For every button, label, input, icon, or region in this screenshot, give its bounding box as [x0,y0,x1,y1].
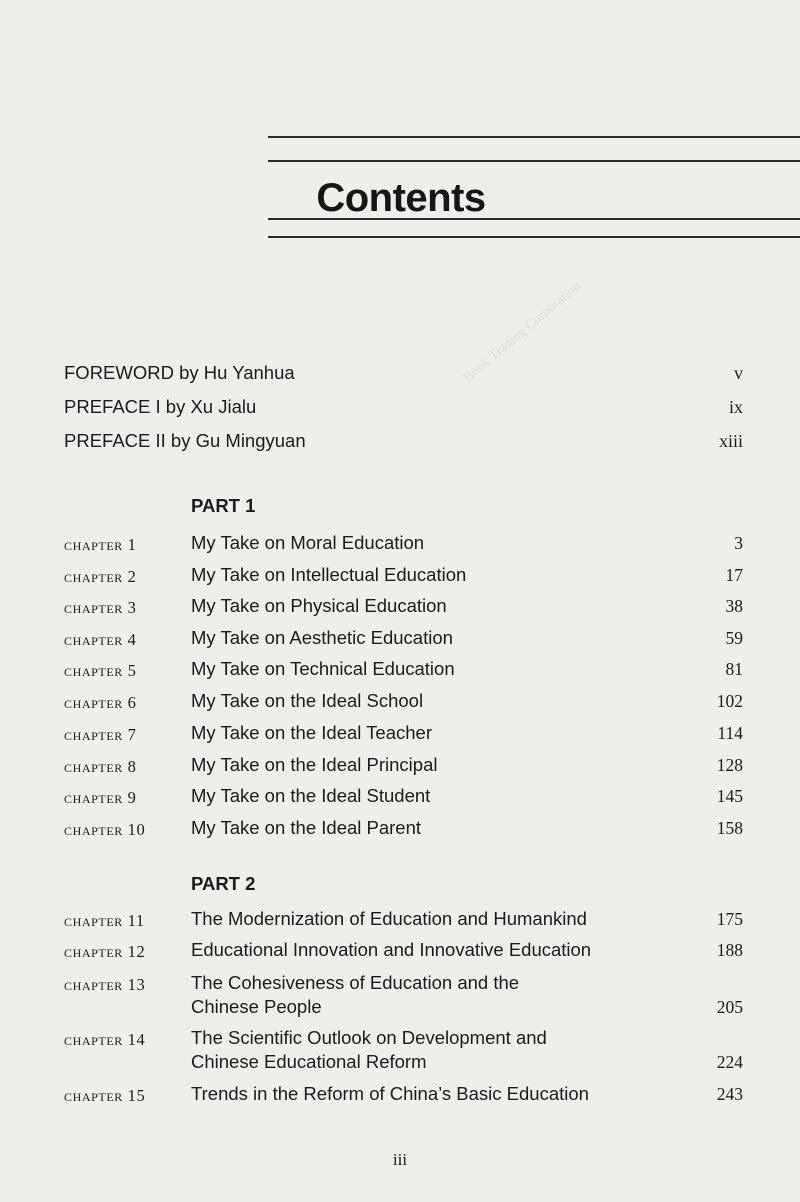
chapter-title: My Take on Aesthetic Education [191,627,453,648]
chapter-title: My Take on the Ideal Parent [191,817,422,838]
chapter-title: The Cohesiveness of Education and the [191,972,520,993]
chapter-page: 102 [716,691,743,711]
chapter-title: My Take on Technical Education [191,658,455,679]
rule-line [268,236,800,238]
front-matter-label: PREFACE II by Gu Mingyuan [64,430,306,451]
chapter-page: 38 [725,596,743,616]
front-matter-page: v [734,363,743,383]
chapter-page: 81 [725,659,743,679]
chapter-page: 224 [716,1052,743,1072]
page-number: iii [392,1150,408,1169]
chapter-label: chapter 7 [64,725,137,744]
chapter-title: Educational Innovation and Innovative Education [191,939,592,960]
front-matter-item[interactable] [64,426,743,456]
chapter-label: chapter 6 [64,693,137,712]
chapter-page: 3 [734,533,743,553]
chapter-title: My Take on the Ideal Teacher [191,722,432,743]
chapter-page: 188 [716,940,743,960]
front-matter-page: ix [728,397,743,417]
chapter-title: My Take on the Ideal Principal [191,754,438,775]
chapter-title: My Take on the Ideal School [191,690,424,711]
chapter-label: chapter 15 [64,1086,146,1105]
chapter-page: 59 [725,628,743,648]
chapter-page: 17 [725,565,743,585]
chapter-label: chapter 9 [64,788,137,807]
front-matter-item[interactable] [64,392,743,422]
chapter-page: 114 [717,723,743,743]
chapter-label: chapter 3 [64,598,137,617]
rule-line [268,160,800,162]
chapter-page: 128 [716,755,743,775]
chapter-page: 158 [716,818,743,838]
chapter-title-line-2: Chinese People [191,996,322,1017]
chapter-page: 145 [716,786,743,806]
part-heading: PART 2 [191,873,256,894]
chapter-title: My Take on Physical Education [191,595,447,616]
chapter-label: chapter 10 [64,820,146,839]
chapter-title: The Modernization of Education and Humankind [191,908,587,929]
chapter-title: The Scientific Outlook on Development and [191,1027,547,1048]
chapter-title: My Take on Intellectual Education [191,564,467,585]
chapter-label: chapter 13 [64,975,146,994]
chapter-title: Trends in the Reform of China’s Basic Education [191,1083,589,1104]
chapter-page: 243 [716,1084,743,1104]
watermark-text: Book Trading Corporation [460,278,585,386]
front-matter-label: FOREWORD by Hu Yanhua [64,362,295,383]
chapter-label: chapter 12 [64,942,146,961]
chapter-title-line-2: Chinese Educational Reform [191,1051,427,1072]
chapter-page: 205 [716,997,743,1017]
chapter-label: chapter 2 [64,567,137,586]
page-title: Contents [316,176,486,220]
chapter-label: chapter 8 [64,757,137,776]
rule-line [268,136,800,138]
part-heading: PART 1 [191,495,256,516]
front-matter-label: PREFACE I by Xu Jialu [64,396,257,417]
chapter-title: My Take on the Ideal Student [191,785,431,806]
front-matter-item[interactable] [64,358,743,388]
chapter-label: chapter 11 [64,911,145,930]
front-matter-page: xiii [718,431,743,451]
chapter-page: 175 [716,909,743,929]
chapter-title: My Take on Moral Education [191,532,425,553]
chapter-label: chapter 1 [64,535,137,554]
chapter-label: chapter 14 [64,1030,146,1049]
chapter-label: chapter 5 [64,661,137,680]
chapter-label: chapter 4 [64,630,137,649]
